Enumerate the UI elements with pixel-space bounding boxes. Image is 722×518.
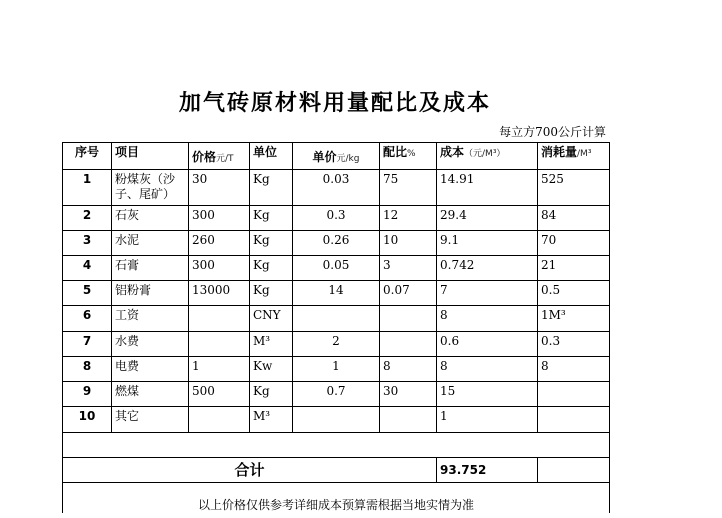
row-index: 6 bbox=[63, 306, 112, 332]
row-unit-price: 0.05 bbox=[293, 256, 380, 281]
row-ratio: 3 bbox=[380, 256, 437, 281]
row-consumption: 84 bbox=[538, 206, 610, 231]
row-ratio: 10 bbox=[380, 231, 437, 256]
row-price bbox=[189, 332, 250, 357]
row-unit: M³ bbox=[250, 407, 293, 433]
row-unit-price: 1 bbox=[293, 357, 380, 382]
row-price: 30 bbox=[189, 170, 250, 206]
total-label: 合计 bbox=[63, 458, 437, 483]
table-row bbox=[63, 407, 610, 433]
row-unit: Kw bbox=[250, 357, 293, 382]
row-ratio: 30 bbox=[380, 382, 437, 407]
row-unit-price: 0.26 bbox=[293, 231, 380, 256]
header-ratio: 配比% bbox=[380, 143, 437, 170]
row-index: 2 bbox=[63, 206, 112, 231]
footer-row bbox=[63, 483, 610, 513]
row-ratio bbox=[380, 407, 437, 433]
table-row bbox=[63, 306, 610, 332]
row-item: 工资 bbox=[112, 306, 189, 332]
row-price: 260 bbox=[189, 231, 250, 256]
row-consumption: 1M³ bbox=[538, 306, 610, 332]
table-row bbox=[63, 281, 610, 306]
row-cost: 14.91 bbox=[437, 170, 538, 206]
total-row bbox=[63, 458, 610, 483]
row-index: 8 bbox=[63, 357, 112, 382]
footer-note: 以上价格仅供参考详细成本预算需根据当地实情为准 bbox=[63, 483, 610, 513]
row-index: 9 bbox=[63, 382, 112, 407]
row-consumption bbox=[538, 382, 610, 407]
row-item: 燃煤 bbox=[112, 382, 189, 407]
row-ratio bbox=[380, 332, 437, 357]
row-unit: M³ bbox=[250, 332, 293, 357]
row-index: 5 bbox=[63, 281, 112, 306]
row-unit: Kg bbox=[250, 382, 293, 407]
row-index: 10 bbox=[63, 407, 112, 433]
total-value: 93.752 bbox=[437, 458, 538, 483]
row-price bbox=[189, 407, 250, 433]
row-price: 300 bbox=[189, 256, 250, 281]
row-consumption: 525 bbox=[538, 170, 610, 206]
header-price: 价格元/T bbox=[189, 143, 250, 170]
document-title: 加气砖原材料用量配比及成本 bbox=[178, 90, 491, 116]
empty-row bbox=[63, 433, 610, 458]
row-unit-price: 0.3 bbox=[293, 206, 380, 231]
row-consumption: 70 bbox=[538, 231, 610, 256]
row-unit-price: 0.7 bbox=[293, 382, 380, 407]
row-cost: 8 bbox=[437, 357, 538, 382]
row-ratio: 0.07 bbox=[380, 281, 437, 306]
row-item: 石膏 bbox=[112, 256, 189, 281]
header-index: 序号 bbox=[63, 143, 112, 170]
header-consumption: 消耗量/M³ bbox=[538, 143, 610, 170]
row-index: 7 bbox=[63, 332, 112, 357]
row-unit-price: 14 bbox=[293, 281, 380, 306]
header-cost: 成本（元/M³） bbox=[437, 143, 538, 170]
cost-table bbox=[62, 142, 610, 513]
row-item: 粉煤灰（沙子、尾矿） bbox=[112, 170, 189, 206]
row-cost: 7 bbox=[437, 281, 538, 306]
row-cost: 0.742 bbox=[437, 256, 538, 281]
row-cost: 9.1 bbox=[437, 231, 538, 256]
header-item: 项目 bbox=[112, 143, 189, 170]
row-ratio: 12 bbox=[380, 206, 437, 231]
row-item: 水费 bbox=[112, 332, 189, 357]
row-price: 1 bbox=[189, 357, 250, 382]
header-unit: 单位 bbox=[250, 143, 293, 170]
row-consumption: 0.3 bbox=[538, 332, 610, 357]
row-index: 1 bbox=[63, 170, 112, 206]
table-row bbox=[63, 170, 610, 206]
row-cost: 15 bbox=[437, 382, 538, 407]
row-item: 石灰 bbox=[112, 206, 189, 231]
row-item: 铝粉膏 bbox=[112, 281, 189, 306]
row-ratio: 8 bbox=[380, 357, 437, 382]
row-consumption: 8 bbox=[538, 357, 610, 382]
row-cost: 1 bbox=[437, 407, 538, 433]
table-row bbox=[63, 382, 610, 407]
row-item: 水泥 bbox=[112, 231, 189, 256]
row-unit: Kg bbox=[250, 206, 293, 231]
row-cost: 8 bbox=[437, 306, 538, 332]
row-price: 300 bbox=[189, 206, 250, 231]
row-index: 3 bbox=[63, 231, 112, 256]
row-unit: CNY bbox=[250, 306, 293, 332]
row-unit: Kg bbox=[250, 256, 293, 281]
row-consumption bbox=[538, 407, 610, 433]
row-unit: Kg bbox=[250, 231, 293, 256]
table-row bbox=[63, 231, 610, 256]
row-price bbox=[189, 306, 250, 332]
row-unit-price: 2 bbox=[293, 332, 380, 357]
header-row bbox=[63, 143, 610, 170]
row-unit-price: 0.03 bbox=[293, 170, 380, 206]
row-price: 500 bbox=[189, 382, 250, 407]
table-row bbox=[63, 256, 610, 281]
row-price: 13000 bbox=[189, 281, 250, 306]
row-consumption: 0.5 bbox=[538, 281, 610, 306]
table-row bbox=[63, 332, 610, 357]
table-row bbox=[63, 206, 610, 231]
row-ratio: 75 bbox=[380, 170, 437, 206]
row-ratio bbox=[380, 306, 437, 332]
row-unit: Kg bbox=[250, 170, 293, 206]
row-cost: 29.4 bbox=[437, 206, 538, 231]
row-unit-price bbox=[293, 306, 380, 332]
row-item: 其它 bbox=[112, 407, 189, 433]
row-unit-price bbox=[293, 407, 380, 433]
row-index: 4 bbox=[63, 256, 112, 281]
header-unit-price: 单价元/kg bbox=[293, 143, 380, 170]
table-row bbox=[63, 357, 610, 382]
row-item: 电费 bbox=[112, 357, 189, 382]
row-cost: 0.6 bbox=[437, 332, 538, 357]
row-unit: Kg bbox=[250, 281, 293, 306]
table-body bbox=[63, 170, 610, 433]
calculation-note: 每立方700公斤计算 bbox=[499, 125, 606, 139]
row-consumption: 21 bbox=[538, 256, 610, 281]
